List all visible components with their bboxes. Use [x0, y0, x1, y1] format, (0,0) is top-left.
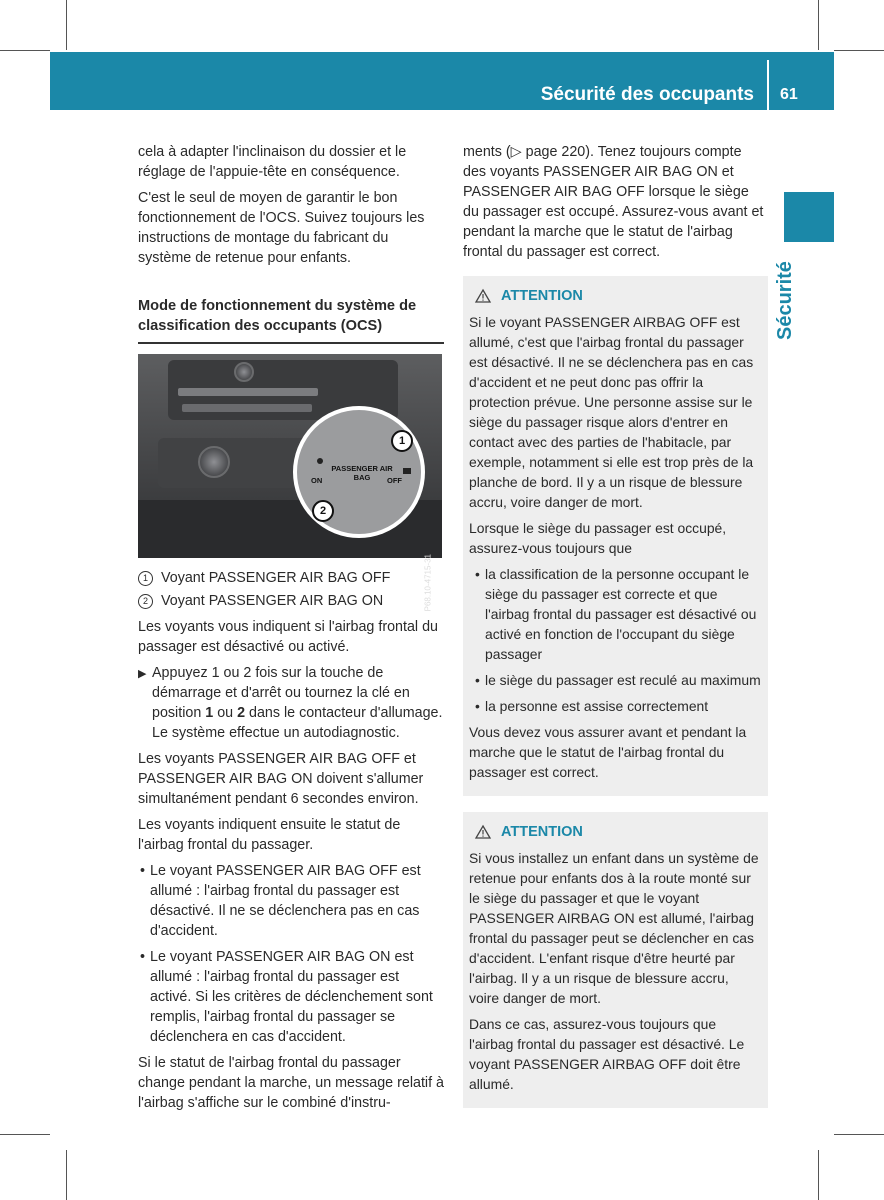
step-result: Le système effectue un autodiagnostic. — [152, 725, 400, 741]
crop-mark — [834, 1134, 884, 1135]
section-title: Sécurité des occupants — [540, 84, 754, 105]
crop-mark — [0, 1134, 50, 1135]
airbag-off-lamp — [403, 468, 411, 474]
crop-mark — [834, 50, 884, 51]
instruction-step — [138, 663, 444, 743]
airbag-on-lamp — [317, 458, 323, 464]
paragraph: C'est le seul de moyen de garantir le bon fonctionnement de l'OCS. Suivez toujours les instructions de montage du fabricant du système de retenue pour enfants. — [138, 190, 425, 266]
legend-number: 2 — [138, 594, 153, 609]
paragraph: cela à adapter l'inclinaison du dossier et le réglage de l'appuie-tête en conséquence. — [138, 144, 407, 180]
legend-text: Voyant PASSENGER AIR BAG ON — [161, 593, 384, 609]
list-item — [469, 670, 762, 690]
right-column — [463, 142, 768, 1124]
button-row — [178, 388, 318, 396]
crop-mark — [0, 50, 50, 51]
warning-header — [475, 822, 762, 842]
legend-item — [138, 591, 444, 611]
bullet-dot: • — [475, 672, 480, 688]
paragraph: ments (▷ page 220). Tenez toujours compte des voyants PASSENGER AIR BAG ON et PASSENGER AIR BAG OFF lorsque le siège du passager est occupé. Assurez-vous avant et pendant la marche que le statut de l'airbag frontal du passager est correct. — [463, 144, 764, 260]
legend-item — [138, 568, 444, 588]
crop-mark — [818, 1150, 819, 1200]
legend-text: Voyant PASSENGER AIR BAG OFF — [161, 570, 391, 586]
left-column — [138, 142, 444, 1119]
paragraph: Les voyants vous indiquent si l'airbag frontal du passager est désactivé ou activé. — [138, 619, 438, 655]
section-heading: Mode de fonctionnement du système de classification des occupants (OCS) — [138, 296, 444, 344]
list-item — [469, 696, 762, 716]
header-divider — [767, 60, 769, 110]
warning-triangle-icon — [475, 289, 491, 303]
crop-mark — [66, 1150, 67, 1200]
list-item-text: Le voyant PASSENGER AIR BAG OFF est allumé : l'airbag frontal du passager est désactivé. Il ne se déclenchera pas en cas d'accident. — [150, 863, 421, 939]
list-item — [138, 947, 444, 1047]
airbag-indicator-zoom — [293, 406, 425, 538]
passenger-airbag-label: PASSENGER AIR BAG — [331, 464, 393, 482]
airbag-on-label: ON — [311, 476, 323, 485]
bullet-dot: • — [140, 863, 146, 879]
side-tab-label: Sécurité — [774, 261, 796, 340]
warning-text: Si le voyant PASSENGER AIRBAG OFF est allumé, c'est que l'airbag frontal du passager est désactivé. Il ne se déclenchera pas en cas d'accident et ne peut donc pas offrir la protection prévue. Une personne assise sur le siège du passager risque alors d'entrer en contact avec des parties de l'habitacle, par exemple, notamment si elle est trop près de la planche de bord. Il y a un risque de blessure accru, voire danger de mort. — [469, 314, 754, 510]
paragraph: Les voyants indiquent ensuite le statut de l'airbag frontal du passager. — [138, 817, 401, 853]
paragraph: Si le statut de l'airbag frontal du passager change pendant la marche, un message relatif à l'airbag s'affiche sur le combiné d'instru- — [138, 1055, 444, 1111]
callout-1: 1 — [391, 430, 413, 452]
figure-code: P68.10-4715-31 — [423, 554, 432, 612]
warning-text: Dans ce cas, assurez-vous toujours que l'airbag frontal du passager est désactivé. Le voyant PASSENGER AIRBAG OFF doit être allumé. — [469, 1016, 745, 1092]
warning-text: Lorsque le siège du passager est occupé, assurez-vous toujours que — [469, 520, 727, 556]
list-item-text: la classification de la personne occupant le siège du passager est correcte et que l'airbag frontal du passager est désactivé ou activé en fonction de l'occupant du siège passager — [485, 566, 757, 662]
knob — [234, 362, 254, 382]
knob — [198, 446, 230, 478]
airbag-off-label: OFF — [387, 476, 402, 485]
warning-triangle-icon — [475, 825, 491, 839]
crop-mark — [818, 0, 819, 50]
warning-box — [463, 812, 768, 1108]
list-item — [138, 861, 444, 941]
legend-number: 1 — [138, 571, 153, 586]
climate-panel — [158, 438, 308, 488]
bullet-dot: • — [475, 566, 480, 582]
step-text: Appuyez 1 ou 2 fois sur la touche de démarrage et d'arrêt ou tournez la clé en position 1 ou 2 dans le contacteur d'allumage. Le système effectue un autodiagnostic. — [152, 665, 443, 741]
warning-box — [463, 276, 768, 796]
page-number: 61 — [780, 86, 798, 103]
warning-header — [475, 286, 762, 306]
warning-title: ATTENTION — [501, 824, 583, 840]
side-tab-block — [784, 192, 834, 242]
list-item-text: le siège du passager est reculé au maximum — [485, 672, 761, 688]
callout-2: 2 — [312, 500, 334, 522]
step-arrow-icon: ▶ — [138, 668, 147, 680]
list-item-text: la personne est assise correctement — [485, 698, 709, 714]
list-item-text: Le voyant PASSENGER AIR BAG ON est allumé : l'airbag frontal du passager est activé. Si les critères de déclenchement sont remplis, l'airbag frontal du passager se déclenchera en cas d'accident. — [150, 949, 433, 1045]
warning-text: Vous devez vous assurer avant et pendant la marche que le statut de l'airbag frontal du passager est correct. — [469, 724, 747, 780]
paragraph: Les voyants PASSENGER AIR BAG OFF et PASSENGER AIR BAG ON doivent s'allumer simultanément pendant 6 secondes environ. — [138, 751, 424, 807]
warning-title: ATTENTION — [501, 288, 583, 304]
button-row — [182, 404, 312, 412]
crop-mark — [66, 0, 67, 50]
bullet-dot: • — [140, 949, 146, 965]
list-item — [469, 564, 762, 664]
warning-text: Si vous installez un enfant dans un système de retenue pour enfants dos à la route monté sur le siège du passager et que le voyant PASSENGER AIRBAG ON est allumé, l'airbag frontal du passager peut se déclencher en cas d'accident. L'enfant risque d'être heurté par l'airbag. Il y a un risque de blessure accru, voire danger de mort. — [469, 850, 759, 1006]
bullet-dot: • — [475, 698, 480, 714]
